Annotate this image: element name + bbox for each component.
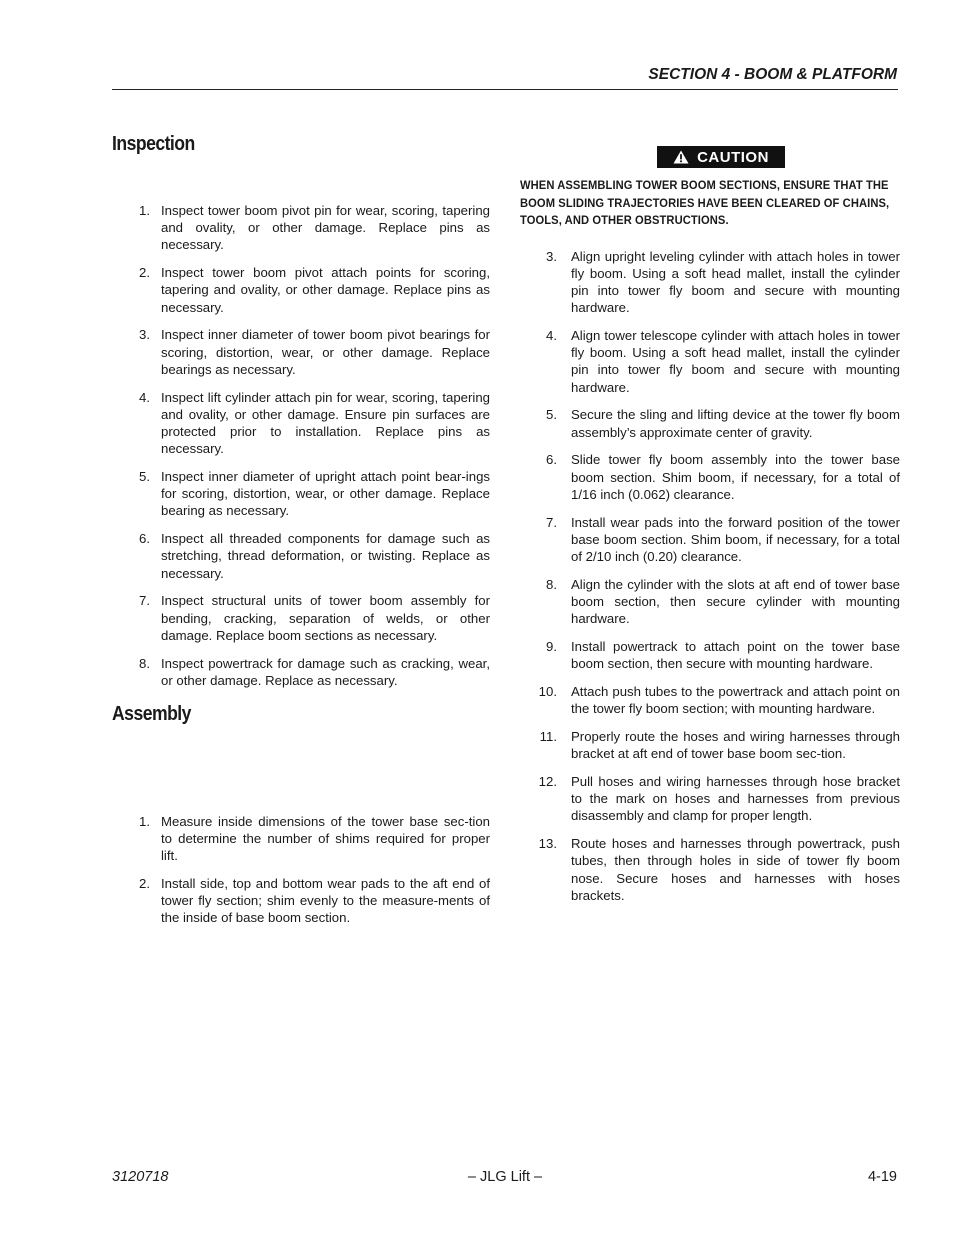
- step-text: Attach push tubes to the powertrack and attach point on the tower fly boom section; with mounting hardware.: [571, 683, 900, 717]
- list-item: [112, 655, 490, 689]
- list-item: [520, 406, 900, 440]
- step-number: 13.: [538, 836, 557, 852]
- list-item: [112, 875, 490, 927]
- step-number: 1.: [139, 203, 150, 218]
- list-item: [112, 264, 490, 316]
- step-number: 11.: [539, 728, 557, 744]
- step-text: Align tower telescope cylinder with attach holes in tower fly boom. Using a soft head mallet, install the cylinder pin into tower fly boom and secure with mounting hardware.: [571, 327, 900, 395]
- step-number: 2.: [139, 875, 150, 891]
- right-column: [520, 140, 900, 915]
- step-text: Pull hoses and wiring harnesses through hose bracket to the mark on hoses and harnesses from previous disassembly and clamp for proper length.: [571, 773, 900, 824]
- document-number: 3120718: [112, 1169, 169, 1185]
- list-item: [112, 389, 490, 458]
- step-number: 3.: [139, 327, 150, 343]
- inspection-heading: Inspection: [112, 133, 195, 155]
- list-item: [112, 326, 490, 378]
- step-text: Route hoses and harnesses through powertrack, push tubes, then through holes in side of tower fly boom nose. Secure hoses and harnesses with hoses brackets.: [571, 836, 900, 903]
- step-number: 8.: [546, 576, 557, 592]
- left-column: [112, 130, 490, 937]
- step-text: Install side, top and bottom wear pads to the aft end of tower fly section; shim evenly to the measure-ments of the inside of base boom section.: [161, 875, 490, 926]
- step-number: 12.: [538, 773, 557, 789]
- step-number: 5.: [139, 469, 150, 485]
- step-text: Properly route the hoses and wiring harnesses through bracket at aft end of tower base boom sec-tion.: [571, 728, 900, 762]
- inspection-steps: [112, 202, 490, 689]
- step-text: Inspect inner diameter of upright attach point bear-ings for scoring, distortion, wear, or other damage. Replace bearing as necessary.: [161, 469, 490, 519]
- assembly-heading: Assembly: [112, 702, 191, 725]
- step-number: 8.: [139, 655, 150, 671]
- list-item: [520, 638, 900, 672]
- list-item: [112, 813, 490, 865]
- step-number: 10.: [538, 683, 557, 699]
- list-item: [520, 773, 900, 825]
- list-item: [520, 835, 900, 904]
- section-title: SECTION 4 - BOOM & PLATFORM: [648, 66, 897, 83]
- step-text: Secure the sling and lifting device at the tower fly boom assembly’s approximate center of gravity.: [571, 407, 900, 440]
- step-text: Inspect powertrack for damage such as cracking, wear, or other damage. Replace as necessary.: [161, 655, 490, 688]
- list-item: [520, 327, 900, 396]
- list-item: [520, 728, 900, 762]
- step-number: 4.: [546, 327, 557, 343]
- step-text: Inspect tower boom pivot attach points for scoring, tapering and ovality, or other damage. Replace pins as necessary.: [161, 265, 490, 315]
- step-text: Install wear pads into the forward position of the tower base boom section. Shim boom, if necessary, for a total of 2/10 inch (0.20) clearance.: [571, 514, 900, 564]
- caution-message: WHEN ASSEMBLING TOWER BOOM SECTIONS, ENSURE THAT THE BOOM SLIDING TRAJECTORIES HAVE BEEN CLEARED OF CHAINS, TOOLS, AND OTHER OBSTRUCTIONS.: [520, 178, 890, 227]
- header-divider: [112, 89, 898, 90]
- list-item: [520, 683, 900, 717]
- list-item: [520, 514, 900, 566]
- step-number: 4.: [139, 389, 150, 405]
- list-item: [520, 248, 900, 317]
- step-text: Inspect lift cylinder attach pin for wear, scoring, tapering and ovality, or other damage. Ensure pin surfaces are protected prior to installation. Replace pins as necessary.: [161, 389, 490, 457]
- step-text: Inspect tower boom pivot pin for wear, scoring, tapering and ovality, or other damage. Replace pins as necessary.: [161, 203, 490, 253]
- list-item: [112, 202, 490, 254]
- step-number: 9.: [546, 638, 557, 654]
- step-number: 7.: [139, 593, 150, 609]
- footer-publisher: – JLG Lift –: [467, 1169, 543, 1185]
- warning-triangle-icon: [673, 150, 689, 164]
- list-item: [520, 576, 900, 628]
- step-number: 1.: [139, 813, 150, 829]
- assembly-continued-steps: [520, 248, 900, 904]
- list-item: [112, 530, 490, 582]
- step-number: 5.: [546, 407, 557, 423]
- step-text: Align the cylinder with the slots at aft end of tower base boom section, then secure cylinder with mounting hardware.: [571, 576, 900, 627]
- step-text: Measure inside dimensions of the tower base sec-tion to determine the number of shims required for proper lift.: [161, 813, 490, 864]
- step-text: Inspect all threaded components for damage such as stretching, thread deformation, or twisting. Replace as necessary.: [161, 531, 490, 581]
- step-number: 2.: [139, 265, 150, 281]
- assembly-steps: [112, 813, 490, 927]
- step-number: 7.: [546, 514, 557, 530]
- page-number: 4-19: [867, 1169, 897, 1185]
- list-item: [520, 451, 900, 503]
- step-text: Align upright leveling cylinder with attach holes in tower fly boom. Using a soft head mallet, install the cylinder pin into tower fly boom and secure with mounting hardware.: [571, 248, 900, 316]
- list-item: [112, 592, 490, 644]
- list-item: [112, 468, 490, 520]
- caution-label: CAUTION: [697, 148, 769, 166]
- step-text: Install powertrack to attach point on the tower base boom section, then secure with mounting hardware.: [571, 638, 900, 672]
- step-text: Inspect inner diameter of tower boom pivot bearings for scoring, distortion, wear, or other damage. Replace bearings as necessary.: [161, 327, 490, 377]
- step-number: 6.: [139, 531, 150, 547]
- step-text: Slide tower fly boom assembly into the tower base boom section. Shim boom, if necessary, for a total of 1/16 inch (0.062) clearance.: [571, 452, 900, 502]
- caution-label-box: [657, 146, 785, 168]
- step-text: Inspect structural units of tower boom assembly for bending, cracking, separation of welds, or other damage. Replace boom sections as necessary.: [161, 593, 490, 643]
- step-number: 3.: [546, 248, 557, 264]
- step-number: 6.: [546, 452, 557, 468]
